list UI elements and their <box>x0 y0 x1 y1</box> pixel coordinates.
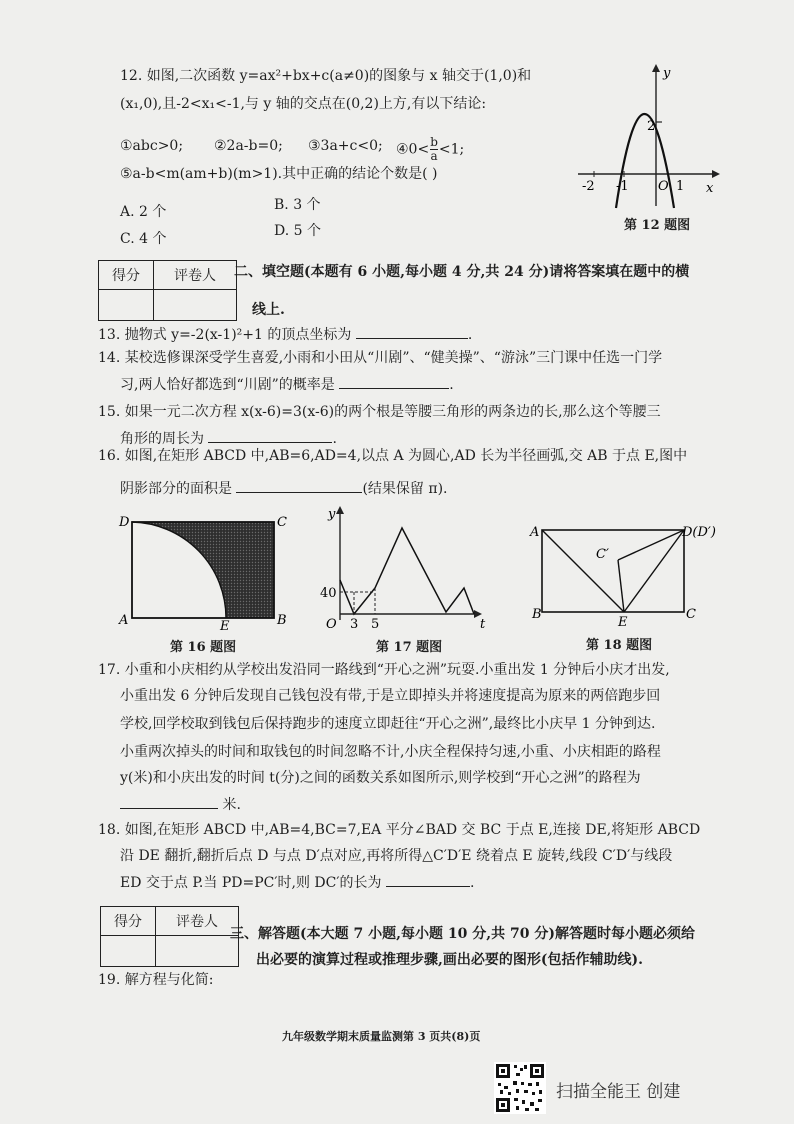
q17-line6 <box>120 794 241 815</box>
q15-answer-blank[interactable] <box>208 428 332 443</box>
q17-caption: 第 17 题图 <box>376 640 443 655</box>
fig12-label-1: 1 <box>676 179 685 194</box>
section3-heading-line1: 三、解答题(本大题 7 小题,每小题 10 分,共 70 分)解答题时每小题必须给 <box>230 926 695 942</box>
fig17-origin-label: O <box>326 617 337 630</box>
fig18-label-c-prime: C′ <box>596 547 609 562</box>
q17-graph-figure <box>314 502 494 630</box>
fig12-x-label: x <box>706 181 714 196</box>
q14-line1: 14. 某校选修课深受学生喜爱,小雨和小田从“川剧”、“健美操”、“游泳”三门课中任选一门学 <box>98 350 663 366</box>
q13-answer-blank[interactable] <box>356 324 468 339</box>
q12-choice-4-post: <1; <box>438 141 465 158</box>
q12-option-d: D. 5 个 <box>274 223 321 239</box>
q15-line1: 15. 如果一元二次方程 x(x-6)=3(x-6)的两个根是等腰三角形的两条边的长,那么这个等腰三 <box>98 404 661 420</box>
q14-answer-blank[interactable] <box>339 374 449 389</box>
grader-header: 评卷人 <box>154 261 237 290</box>
fig18-label-d: D(D′) <box>682 525 716 540</box>
score-cell[interactable] <box>101 936 156 967</box>
q16-caption: 第 16 题图 <box>170 640 237 655</box>
q12-line2: (x₁,0),且-2<x₁<-1,与 y 轴的交点在(0,2)上方,有以下结论: <box>120 96 487 112</box>
segment-c1e <box>618 560 624 612</box>
q19-text: 19. 解方程与化简: <box>98 972 214 988</box>
q17-line5: y(米)和小庆出发的时间 t(分)之间的函数关系如图所示,则学校到“开心之洲”的路程为 <box>120 770 641 786</box>
q12-parabola-figure <box>572 60 724 210</box>
fig16-label-e: E <box>220 619 230 630</box>
fig16-label-b: B <box>277 613 287 628</box>
q16-rectangle-figure <box>116 510 296 630</box>
q13-end: . <box>467 327 473 343</box>
q15-end: . <box>332 431 337 447</box>
q18-line1: 18. 如图,在矩形 ABCD 中,AB=4,BC=7,EA 平分∠BAD 交 BC 于点 E,连接 DE,将矩形 ABCD <box>98 822 701 838</box>
score-cell[interactable] <box>99 290 154 321</box>
scanner-watermark: 扫描全能王 创建 <box>556 1082 681 1102</box>
segment-ae <box>542 530 624 612</box>
q18-caption: 第 18 题图 <box>586 638 653 653</box>
q12-option-c: C. 4 个 <box>120 231 167 247</box>
section2-heading-line1: 二、填空题(本题有 6 小题,每小题 4 分,共 24 分)请将答案填在题中的横 <box>234 264 690 280</box>
q12-caption: 第 12 题图 <box>624 218 691 233</box>
fig12-y-label: y <box>663 66 671 81</box>
distance-curve <box>340 528 474 614</box>
segment-d1c1 <box>618 530 684 560</box>
q16-line2 <box>120 478 447 499</box>
q17-answer-blank[interactable] <box>120 794 218 809</box>
x-axis-arrow <box>712 170 720 178</box>
q17-line3: 学校,回学校取到钱包后保持跑步的速度立即赶往“开心之洲”,最终比小庆早 1 分钟到达. <box>120 716 656 732</box>
score-table-2 <box>100 906 239 967</box>
q13 <box>98 324 472 345</box>
score-header: 得分 <box>99 261 154 290</box>
fig16-label-d: D <box>119 515 130 530</box>
q12-choice-4 <box>396 136 464 163</box>
fig17-label-40: 40 <box>320 586 337 601</box>
fig17-y-label: y <box>328 507 336 522</box>
q18-answer-blank[interactable] <box>386 872 470 887</box>
segment-de <box>624 530 684 612</box>
q12-choice-3: ③3a+c<0; <box>308 138 383 154</box>
fig12-label-neg2: -2 <box>582 179 595 194</box>
section2-heading-line2: 线上. <box>252 302 285 318</box>
page-footer: 九年级数学期末质量监测第 3 页共(8)页 <box>282 1030 481 1043</box>
fig18-label-c: C <box>686 607 696 622</box>
fig16-label-c: C <box>277 515 287 530</box>
score-header: 得分 <box>101 907 156 936</box>
q12-choice-2: ②2a-b=0; <box>214 138 283 154</box>
fig18-label-b: B <box>532 607 542 622</box>
fig18-label-a: A <box>530 525 540 540</box>
q14-line2-text: 习,两人恰好都选到“川剧”的概率是 <box>120 377 335 393</box>
q12-fraction-num: b <box>430 135 438 149</box>
grader-cell[interactable] <box>154 290 237 321</box>
q12-choice-4-pre: ④0< <box>396 141 430 158</box>
section3-heading-line2: 出必要的演算过程或推理步骤,画出必要的图形(包括作辅助线). <box>256 952 643 968</box>
rectangle-abcd <box>542 530 684 612</box>
q15-line2-text: 角形的周长为 <box>120 431 204 447</box>
score-table-1 <box>98 260 237 321</box>
q16-line2-text: 阴影部分的面积是 <box>120 481 232 497</box>
q13-text: 13. 抛物式 y=-2(x-1)²+1 的顶点坐标为 <box>98 327 352 343</box>
shaded-region <box>132 522 274 618</box>
y-axis-arrow <box>652 64 660 72</box>
qr-code-icon <box>494 1062 546 1114</box>
fig17-label-3: 3 <box>350 617 359 630</box>
grader-cell[interactable] <box>156 936 239 967</box>
fig12-origin-label: O <box>658 179 669 194</box>
q16-answer-blank[interactable] <box>236 478 362 493</box>
q17-line6-end: 米. <box>222 797 241 813</box>
q12-option-b: B. 3 个 <box>274 197 321 213</box>
q17-line1: 17. 小重和小庆相约从学校出发沿同一路线到“开心之洲”玩耍.小重出发 1 分钟后小庆才出发, <box>98 662 670 678</box>
q18-end: . <box>469 875 475 891</box>
grader-header: 评卷人 <box>156 907 239 936</box>
q14-end: . <box>449 377 454 393</box>
q12-option-a: A. 2 个 <box>120 204 167 220</box>
q12-fraction-den: a <box>430 149 438 163</box>
q17-line2: 小重出发 6 分钟后发现自己钱包没有带,于是立即掉头并将速度提高为原来的两倍跑步回 <box>120 688 661 704</box>
fig17-t-label: t <box>480 617 486 630</box>
q18-line3 <box>120 872 474 893</box>
fig12-label-2: 2 <box>647 119 656 134</box>
fig12-label-neg1: -1 <box>616 179 629 194</box>
q12-line1: 12. 如图,二次函数 y=ax²+bx+c(a≠0)的图象与 x 轴交于(1,0)和 <box>120 68 532 84</box>
q12-choice-5: ⑤a-b<m(am+b)(m>1).其中正确的结论个数是( ) <box>120 166 438 182</box>
q12-fraction <box>430 136 438 163</box>
fig18-label-e: E <box>618 615 628 628</box>
q14-line2 <box>120 374 454 395</box>
q18-line3-text: ED 交于点 P.当 PD=PC′时,则 DC′的长为 <box>120 875 382 891</box>
fig16-label-a: A <box>119 613 129 628</box>
fig17-label-5: 5 <box>371 617 380 630</box>
q17-line4: 小重两次掉头的时间和取钱包的时间忽略不计,小庆全程保持匀速,小重、小庆相距的路程 <box>120 744 661 760</box>
q16-end: (结果保留 π). <box>362 481 448 497</box>
q12-choice-1: ①abc>0; <box>120 138 184 154</box>
y-axis-arrow <box>336 506 344 514</box>
q18-line2: 沿 DE 翻折,翻折后点 D 与点 D′点对应,再将所得△C′D′E 绕着点 E 旋转,线段 C′D′与线段 <box>120 848 673 864</box>
q18-rectangle-figure <box>524 516 734 628</box>
q16-line1: 16. 如图,在矩形 ABCD 中,AB=6,AD=4,以点 A 为圆心,AD 长为半径画弧,交 AB 于点 E,图中 <box>98 448 688 464</box>
